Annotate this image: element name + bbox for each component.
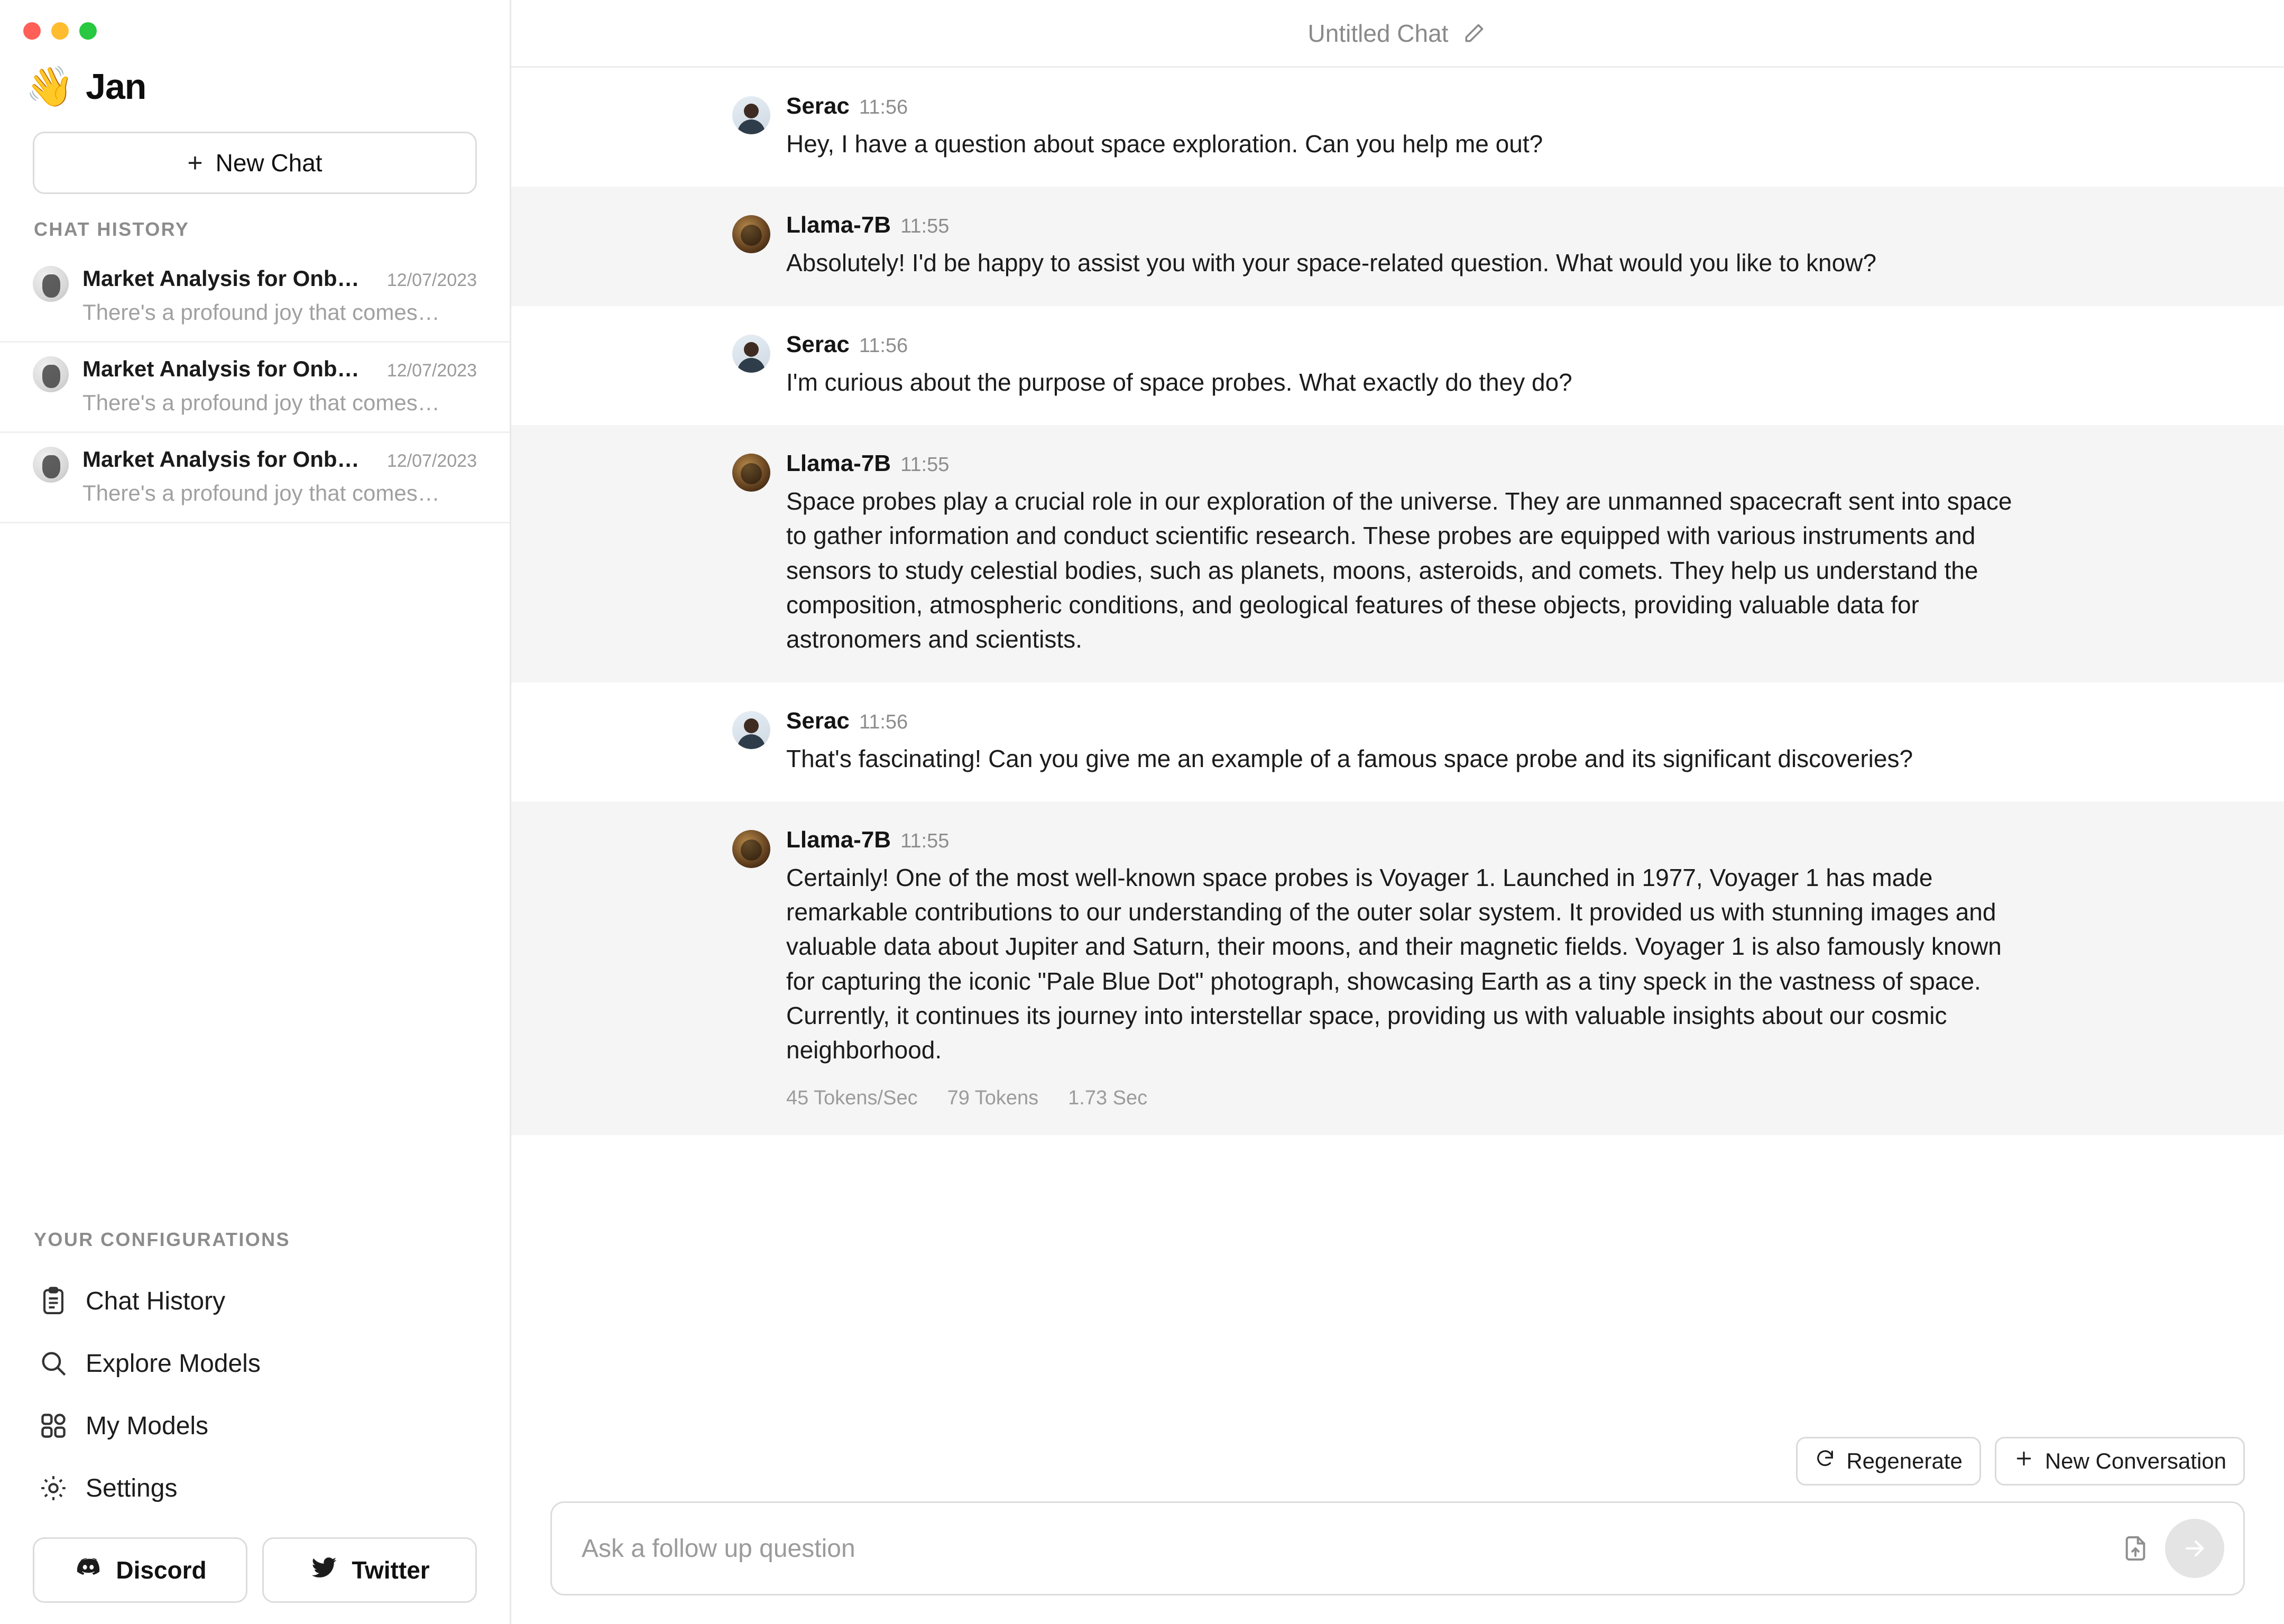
avatar	[732, 215, 770, 253]
sidebar-item-chat-history[interactable]	[0, 1270, 510, 1332]
chat-history-heading: CHAT HISTORY	[34, 218, 190, 240]
send-button[interactable]	[2165, 1519, 2224, 1578]
discord-label: Discord	[116, 1556, 207, 1584]
message-row	[511, 306, 2284, 425]
list-item-top	[82, 356, 477, 382]
conversation-date: 12/07/2023	[386, 270, 477, 290]
message-author: Serac	[786, 93, 850, 119]
message-time: 11:56	[859, 710, 908, 733]
list-item-body	[82, 266, 477, 325]
composer	[550, 1501, 2245, 1595]
social-links	[0, 1519, 510, 1603]
message-list	[511, 68, 2284, 1437]
sidebar-item-label: Settings	[86, 1474, 178, 1502]
sidebar-item-my-models[interactable]	[0, 1395, 510, 1457]
conversation-title: Market Analysis for Onb…	[82, 356, 360, 381]
sidebar-item-label: Explore Models	[86, 1349, 261, 1378]
conversation-avatar	[33, 266, 69, 302]
minimize-window-button[interactable]	[51, 22, 69, 40]
page-title: Untitled Chat	[1307, 19, 1449, 47]
plus-icon	[2013, 1448, 2034, 1474]
message-text: Space probes play a crucial role in our exploration of the universe. They are unmanned spacecraft sent into space to gather information and conduct scientific research. These probes are equipped with various instruments and sensors to study celestial bodies, such as planets, moons, asteroids, and comets. They help us understand the composition, atmospheric conditions, and geological features of these objects, providing valuable data for astronomers and scientists.	[786, 487, 2012, 653]
refresh-icon	[1815, 1448, 1836, 1474]
message-author: Serac	[786, 331, 850, 357]
list-item[interactable]	[0, 252, 510, 343]
list-item-body	[82, 447, 477, 506]
main-panel	[511, 0, 2284, 1624]
brand	[0, 40, 510, 107]
conversation-avatar	[33, 356, 69, 392]
zoom-window-button[interactable]	[79, 22, 97, 40]
message-row	[511, 425, 2284, 682]
chat-topbar	[511, 0, 2284, 68]
token-count: 79 Tokens	[947, 1086, 1039, 1109]
message-stats	[786, 1087, 2062, 1110]
message-time: 11:55	[900, 829, 950, 852]
message-author: Llama-7B	[786, 450, 891, 476]
new-conversation-button[interactable]	[1995, 1437, 2245, 1485]
new-chat-button[interactable]	[33, 132, 477, 194]
pencil-icon[interactable]	[1461, 20, 1487, 47]
message-row	[511, 187, 2284, 306]
search-icon	[37, 1347, 70, 1380]
regenerate-label: Regenerate	[1846, 1448, 1963, 1473]
list-item-top	[82, 447, 477, 472]
new-chat-label: New Chat	[215, 149, 323, 177]
list-item[interactable]	[0, 343, 510, 433]
clipboard-icon	[37, 1285, 70, 1317]
avatar	[732, 454, 770, 492]
window-traffic-lights	[0, 0, 510, 40]
configurations-heading: YOUR CONFIGURATIONS	[34, 1229, 290, 1250]
chat-input[interactable]	[582, 1534, 2113, 1563]
conversation-date: 12/07/2023	[386, 451, 477, 471]
conversation-avatar	[33, 447, 69, 483]
new-chat-wrap	[0, 107, 510, 194]
message-text: Hey, I have a question about space exploration. Can you help me out?	[786, 130, 1543, 158]
message-row	[511, 68, 2284, 187]
file-upload-icon[interactable]	[2113, 1526, 2158, 1571]
conversation-snippet: There's a profound joy that comes…	[82, 300, 440, 325]
sidebar-item-settings[interactable]	[0, 1457, 510, 1519]
generation-duration: 1.73 Sec	[1068, 1086, 1148, 1109]
message-time: 11:56	[859, 96, 908, 118]
waving-hand-icon: 👋	[25, 64, 75, 108]
conversation-date: 12/07/2023	[386, 361, 477, 381]
conversation-snippet: There's a profound joy that comes…	[82, 390, 440, 415]
message-row	[511, 801, 2284, 1135]
message-text: That's fascinating! Can you give me an example of a famous space probe and its significant discoveries?	[786, 744, 1913, 772]
conversation-title: Market Analysis for Onb…	[82, 266, 360, 291]
message-time: 11:56	[859, 334, 908, 357]
message-author: Llama-7B	[786, 826, 891, 853]
sidebar-item-label: Chat History	[86, 1287, 226, 1315]
message-time: 11:55	[900, 453, 950, 476]
plus-icon: +	[187, 148, 203, 178]
sidebar	[0, 0, 511, 1624]
sidebar-item-explore-models[interactable]	[0, 1332, 510, 1395]
message-time: 11:55	[900, 215, 950, 238]
chat-history-list	[0, 252, 510, 523]
list-item[interactable]	[0, 433, 510, 523]
avatar	[732, 830, 770, 868]
discord-button[interactable]	[33, 1537, 247, 1603]
conversation-snippet: There's a profound joy that comes…	[82, 481, 440, 505]
twitter-icon	[309, 1553, 339, 1588]
tokens-per-sec: 45 Tokens/Sec	[786, 1086, 918, 1109]
grid-icon	[37, 1409, 70, 1442]
message-text: Absolutely! I'd be happy to assist you with your space-related question. What would you like to know?	[786, 249, 1877, 277]
message-row	[511, 682, 2284, 801]
close-window-button[interactable]	[23, 22, 41, 40]
composer-actions	[550, 1437, 2245, 1501]
gear-icon	[37, 1472, 70, 1505]
twitter-label: Twitter	[352, 1556, 430, 1584]
conversation-title: Market Analysis for Onb…	[82, 447, 360, 472]
message-author: Serac	[786, 707, 850, 734]
list-item-body	[82, 356, 477, 416]
twitter-button[interactable]	[262, 1537, 477, 1603]
message-author: Llama-7B	[786, 212, 891, 238]
avatar	[732, 96, 770, 134]
composer-zone	[511, 1437, 2284, 1624]
avatar	[732, 711, 770, 749]
message-text: Certainly! One of the most well-known space probes is Voyager 1. Launched in 1977, Voyager 1 has made remarkable contributions to our understanding of the outer solar system. It provided us with stunning images and valuable data about Jupiter and Saturn, their moons, and their magnetic fields. Voyager 1 is also famously known for capturing the iconic "Pale Blue Dot" photograph, showcasing Earth as a tiny speck in the vastness of space. Currently, it continues its journey into interstellar space, providing us with valuable insights about our cosmic neighborhood.	[786, 863, 2002, 1064]
sidebar-item-label: My Models	[86, 1411, 209, 1440]
sidebar-footer	[0, 1229, 510, 1624]
discord-icon	[73, 1553, 103, 1588]
list-item-top	[82, 266, 477, 291]
avatar	[732, 335, 770, 373]
new-conversation-label: New Conversation	[2044, 1448, 2226, 1473]
message-text: I'm curious about the purpose of space probes. What exactly do they do?	[786, 368, 1572, 396]
regenerate-button[interactable]	[1796, 1437, 1981, 1485]
sidebar-nav	[0, 1270, 510, 1519]
app-name: Jan	[86, 67, 146, 107]
